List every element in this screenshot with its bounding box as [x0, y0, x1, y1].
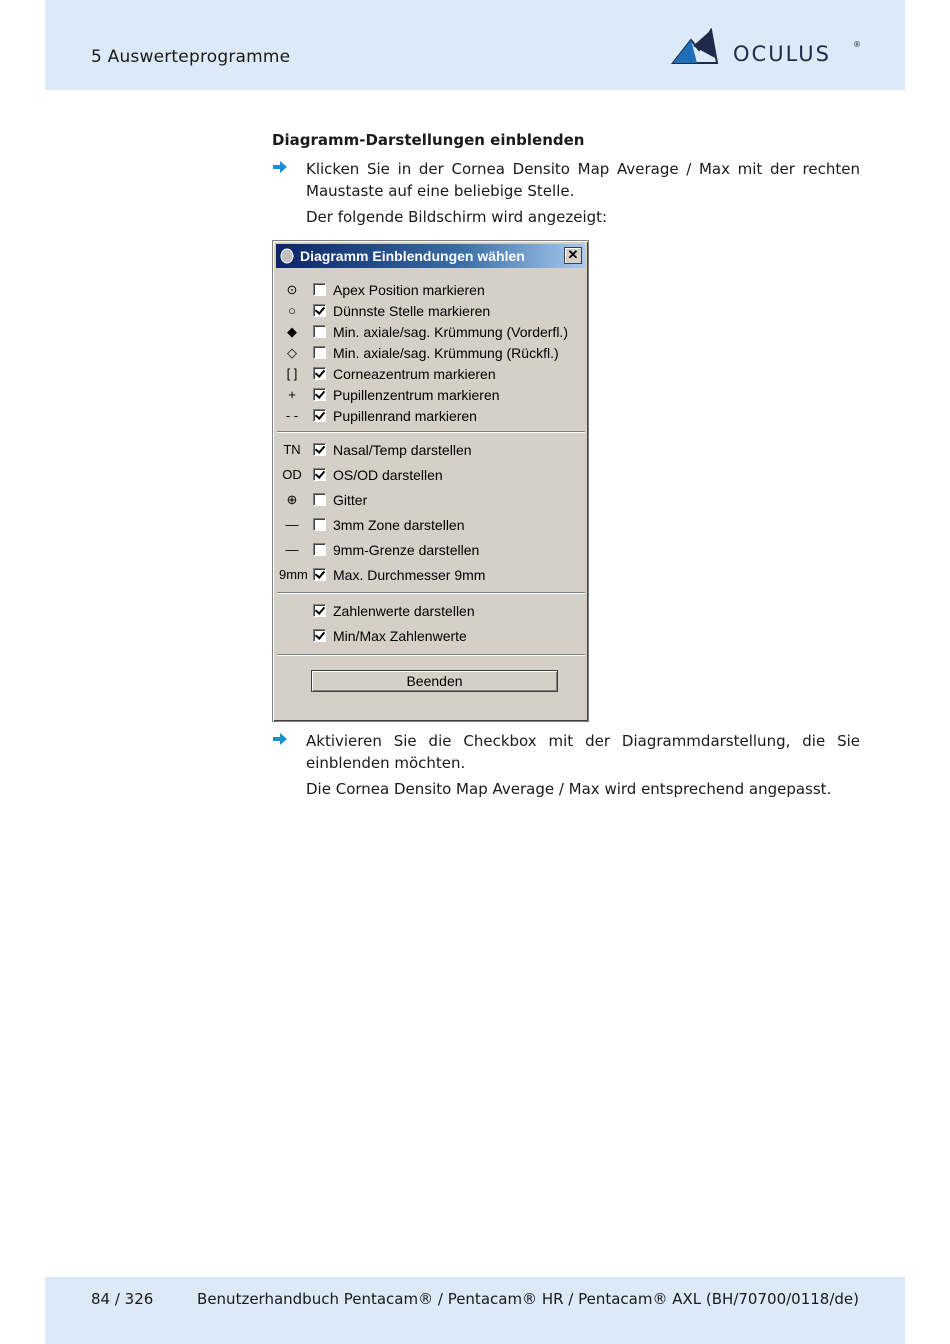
option-symbol-icon: + [288, 387, 296, 402]
arrow-right-icon [272, 159, 288, 175]
option-row[interactable] [279, 365, 579, 385]
option-label: Pupillenzentrum markieren [333, 387, 500, 403]
option-row[interactable] [279, 281, 579, 301]
option-checkbox[interactable] [313, 518, 326, 531]
diagram-options-dialog [272, 240, 589, 722]
option-checkbox[interactable] [313, 367, 326, 380]
option-symbol-icon: — [285, 517, 299, 532]
option-label: Corneazentrum markieren [333, 366, 496, 382]
option-checkbox[interactable] [313, 409, 326, 422]
option-label: Nasal/Temp darstellen [333, 442, 472, 458]
manual-title: Benutzerhandbuch Pentacam® / Pentacam® HR / Pentacam® AXL (BH/70700/0118/de) [197, 1290, 859, 1308]
option-checkbox[interactable] [313, 493, 326, 506]
chapter-title: 5 Auswerteprogramme [91, 47, 291, 67]
finish-button[interactable]: Beenden [311, 670, 558, 692]
option-row[interactable] [279, 491, 579, 511]
close-button[interactable]: ✕ [564, 247, 582, 264]
option-row[interactable] [279, 344, 579, 364]
option-label: Min. axiale/sag. Krümmung (Vorderfl.) [333, 324, 568, 340]
option-symbol-icon: - - [285, 408, 299, 423]
option-symbol-icon: [ ] [286, 366, 298, 381]
option-symbol-icon: ⊙ [286, 282, 298, 297]
option-symbol-icon: ○ [288, 303, 296, 318]
option-checkbox[interactable] [313, 388, 326, 401]
option-checkbox[interactable] [313, 543, 326, 556]
option-label: Dünnste Stelle markieren [333, 303, 491, 319]
option-symbol-icon: 9mm [279, 567, 308, 582]
option-label: Gitter [333, 492, 368, 508]
option-label: Apex Position markieren [333, 282, 485, 298]
step-1 [272, 158, 860, 202]
separator [277, 592, 585, 594]
option-label: 3mm Zone darstellen [333, 517, 465, 533]
step-2 [272, 730, 860, 774]
option-symbol-icon: ◆ [287, 324, 297, 339]
option-checkbox[interactable] [313, 304, 326, 317]
option-label: Min. axiale/sag. Krümmung (Rückfl.) [333, 345, 559, 361]
logo-text: OCULUS [733, 42, 831, 66]
dialog-title: Diagramm Einblendungen wählen [300, 248, 525, 264]
option-checkbox[interactable] [313, 604, 326, 617]
option-checkbox[interactable] [313, 568, 326, 581]
option-checkbox[interactable] [313, 283, 326, 296]
option-label: Min/Max Zahlenwerte [333, 628, 467, 644]
section-heading: Diagramm-Darstellungen einblenden [272, 131, 585, 149]
separator [277, 431, 585, 433]
option-row[interactable] [279, 627, 579, 647]
option-symbol-icon: — [285, 542, 299, 557]
option-row[interactable] [279, 466, 579, 486]
option-label: Max. Durchmesser 9mm [333, 567, 486, 583]
option-checkbox[interactable] [313, 468, 326, 481]
page-footer [45, 1277, 905, 1344]
step-1-note: Der folgende Bildschirm wird angezeigt: [306, 208, 608, 226]
option-symbol-icon: TN [283, 442, 301, 457]
option-row[interactable] [279, 323, 579, 343]
option-row[interactable] [279, 441, 579, 461]
option-label: 9mm-Grenze darstellen [333, 542, 480, 558]
option-row[interactable] [279, 302, 579, 322]
option-row[interactable] [279, 566, 579, 586]
option-symbol-icon: OD [282, 467, 302, 482]
step-1-text: Klicken Sie in der Cornea Densito Map Average / Max mit der rechten Maustaste auf eine beliebige Stelle. [306, 160, 860, 200]
app-icon [280, 248, 294, 264]
page-number: 84 / 326 [91, 1290, 154, 1308]
option-checkbox[interactable] [313, 325, 326, 338]
oculus-logo [671, 28, 861, 68]
separator [277, 654, 585, 656]
option-label: OS/OD darstellen [333, 467, 443, 483]
step-2-text: Aktivieren Sie die Checkbox mit der Diagrammdarstellung, die Sie einblenden möchten. [306, 732, 860, 772]
page-header [45, 0, 905, 90]
dialog-titlebar[interactable] [276, 244, 585, 268]
option-row[interactable] [279, 386, 579, 406]
arrow-right-icon [272, 731, 288, 747]
option-row[interactable] [279, 407, 579, 427]
step-2-note: Die Cornea Densito Map Average / Max wird entsprechend angepasst. [306, 780, 832, 798]
option-checkbox[interactable] [313, 443, 326, 456]
option-label: Zahlenwerte darstellen [333, 603, 475, 619]
option-label: Pupillenrand markieren [333, 408, 477, 424]
option-row[interactable] [279, 541, 579, 561]
option-checkbox[interactable] [313, 346, 326, 359]
option-row[interactable] [279, 516, 579, 536]
option-symbol-icon: ⊕ [286, 492, 298, 507]
option-row[interactable] [279, 602, 579, 622]
option-checkbox[interactable] [313, 629, 326, 642]
registered-mark: ® [853, 40, 861, 49]
oculus-logo-mark-icon [671, 28, 731, 68]
option-symbol-icon: ◇ [287, 345, 297, 360]
